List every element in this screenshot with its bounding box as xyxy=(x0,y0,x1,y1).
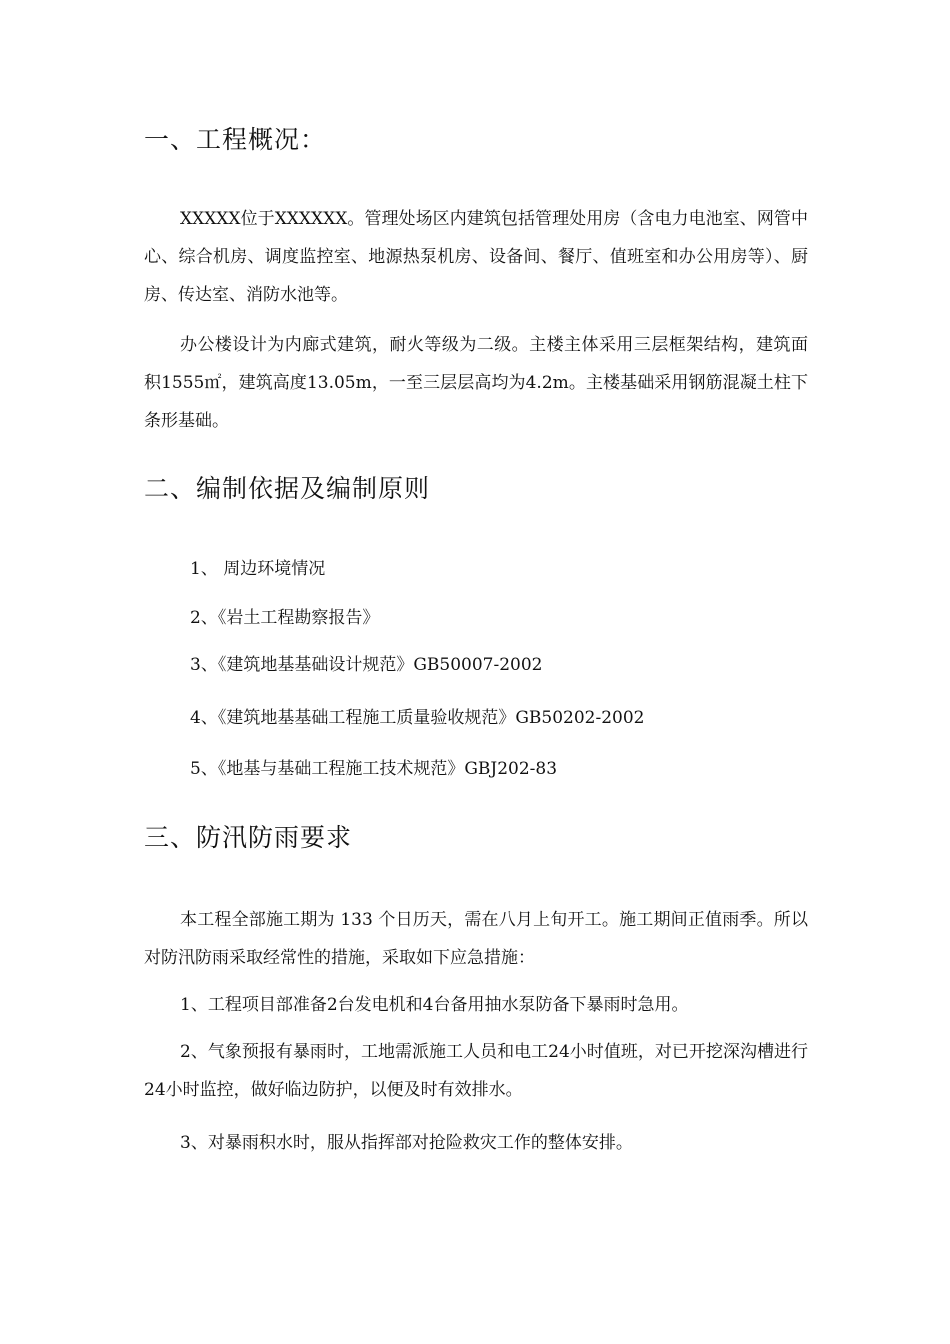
section2-heading: 二、编制依据及编制原则 xyxy=(144,474,431,503)
section1-paragraph-2: 办公楼设计为内廊式建筑，耐火等级为二级。主楼主体采用三层框架结构，建筑面积1555㎡，建筑高度13.05m，一至三层层高均为4.2m。主楼基础采用钢筋混凝土柱下条形基础。 xyxy=(144,335,808,431)
section3-paragraph-1: 本工程全部施工期为 133 个日历天，需在八月上旬开工。施工期间正值雨季。所以对防汛防雨采取经常性的措施，采取如下应急措施： xyxy=(144,910,808,968)
section3-heading: 三、防汛防雨要求 xyxy=(144,823,353,852)
section1-paragraph-1: XXXXX位于XXXXXX。管理处场区内建筑包括管理处用房（含电力电池室、网管中心、综合机房、调度监控室、地源热泵机房、设备间、餐厅、值班室和办公用房等）、厨房、传达室、消防水池等。 xyxy=(144,209,808,305)
section3-paragraph-2: 1、工程项目部准备2台发电机和4台备用抽水泵防备下暴雨时急用。 xyxy=(180,995,689,1015)
reference-item-1: 1、 周边环境情况 xyxy=(190,559,326,579)
reference-item-5: 5、《地基与基础工程施工技术规范》GBJ202-83 xyxy=(190,759,558,779)
reference-item-3: 3、《建筑地基基础设计规范》GB50007-2002 xyxy=(190,655,543,675)
section1-heading: 一、工程概况： xyxy=(144,125,327,154)
reference-item-2: 2、《岩土工程勘察报告》 xyxy=(190,608,380,628)
section3-paragraph-4: 3、对暴雨积水时，服从指挥部对抢险救灾工作的整体安排。 xyxy=(180,1133,633,1153)
reference-item-4: 4、《建筑地基基础工程施工质量验收规范》GB50202-2002 xyxy=(190,708,645,728)
section3-paragraph-3: 2、气象预报有暴雨时，工地需派施工人员和电工24小时值班，对已开挖深沟槽进行24小时监控，做好临边防护，以便及时有效排水。 xyxy=(144,1042,808,1100)
